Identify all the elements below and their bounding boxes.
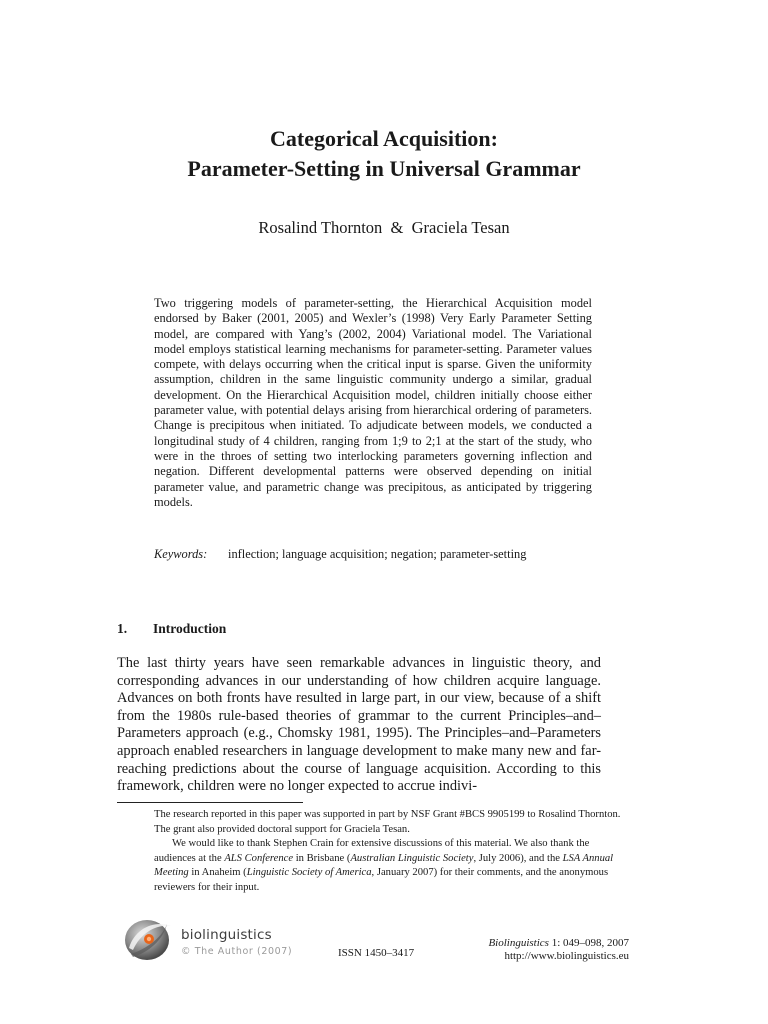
fn-lsa-org: Linguistic Society of America — [246, 867, 372, 879]
biolinguistics-logo — [121, 910, 321, 966]
paper-title — [0, 124, 768, 184]
author-line: Rosalind Thornton & Graciela Tesan — [258, 218, 510, 237]
journal-name: Biolinguistics — [488, 937, 549, 949]
copyright-notice: © The Author (2007) — [181, 946, 293, 957]
keywords-line — [154, 547, 526, 562]
fn-als-conference: ALS Conference — [224, 852, 294, 864]
keywords-label: Keywords: — [154, 547, 208, 561]
footnote-acknowledgements — [154, 837, 630, 895]
keywords-list: inflection; language acquisition; negation; parameter-setting — [228, 547, 527, 561]
journal-reference — [488, 937, 629, 963]
issn: ISSN 1450–3417 — [338, 947, 415, 959]
fn-text-b: in Brisbane ( — [293, 852, 351, 864]
journal-citation — [488, 937, 629, 950]
fn-lsa-meeting: LSA Annual Meeting — [154, 852, 614, 879]
fn-text-c: , July 2006), and the — [473, 852, 563, 864]
section-heading — [117, 621, 226, 637]
fn-text-a: We would like to thank Stephen Crain for extensive discussions of this material. We also thank the audiences at the — [154, 838, 590, 864]
footnote-divider — [117, 802, 303, 803]
fn-text-d: in Anaheim ( — [188, 867, 247, 879]
footnotes — [154, 808, 630, 896]
journal-url[interactable]: http://www.biolinguistics.eu — [504, 950, 629, 962]
fn-text-e: , January 2007) for their comments, and the anonymous reviewers for their input. — [154, 867, 609, 893]
biolinguistics-logo-icon — [121, 910, 177, 966]
footnote-funding: The research reported in this paper was supported in part by NSF Grant #BCS 9905199 to Rosalind Thornton. The grant also provided doctoral support for Graciela Tesan. — [154, 809, 621, 835]
journal-issue: 1: 049–098, 2007 — [548, 937, 629, 949]
title-line-1: Categorical Acquisition: — [270, 126, 498, 151]
logo-wordmark: biolinguistics — [181, 927, 272, 943]
section-number: 1. — [117, 621, 128, 636]
fn-als-org: Australian Linguistic Society — [350, 852, 474, 864]
introduction-paragraph: The last thirty years have seen remarkable advances in linguistic theory, and corresponding advances in our understanding of how children acquire language. Advances on both fronts have resulted in large part, in our view, because of a shift from the 1980s rule-based theories of grammar to the current Principles–and–Parameters approach (e.g., Chomsky 1981, 1995). The Principles–and–Parameters approach enabled researchers in language development to make many new and far-reaching predictions about the course of language acquisition. According to this framework, children were no longer expected to accrue indivi- — [117, 655, 601, 795]
abstract: Two triggering models of parameter-setting, the Hierarchical Acquisition model endorsed by Baker (2001, 2005) and Wexler’s (1998) Very Early Parameter Setting model, are compared with Yang’s (2002, 2004) Variational model. The Variational model employs statistical learning mechanisms for parameter-setting. Parameter values compete, with delays occurring when the critical input is sparse. Given the uniformity assumption, children in the same linguistic community undergo a similar, gradual development. On the Hierarchical Acquisition model, children initially choose either parameter value, with potential delays arising from hierarchical ordering of parameters. Change is precipitous when initiated. To adjudicate between models, we conducted a longitudinal study of 4 children, ranging from 1;9 to 2;1 at the start of the study, who were in the throes of setting two interlocking parameters governing inflection and negation. Different developmental patterns were observed depending on initial parameter value, and parametric change was precipitous, as anticipated by triggering models. — [154, 296, 592, 509]
section-title: Introduction — [153, 621, 227, 636]
title-line-2: Parameter-Setting in Universal Grammar — [187, 156, 581, 181]
